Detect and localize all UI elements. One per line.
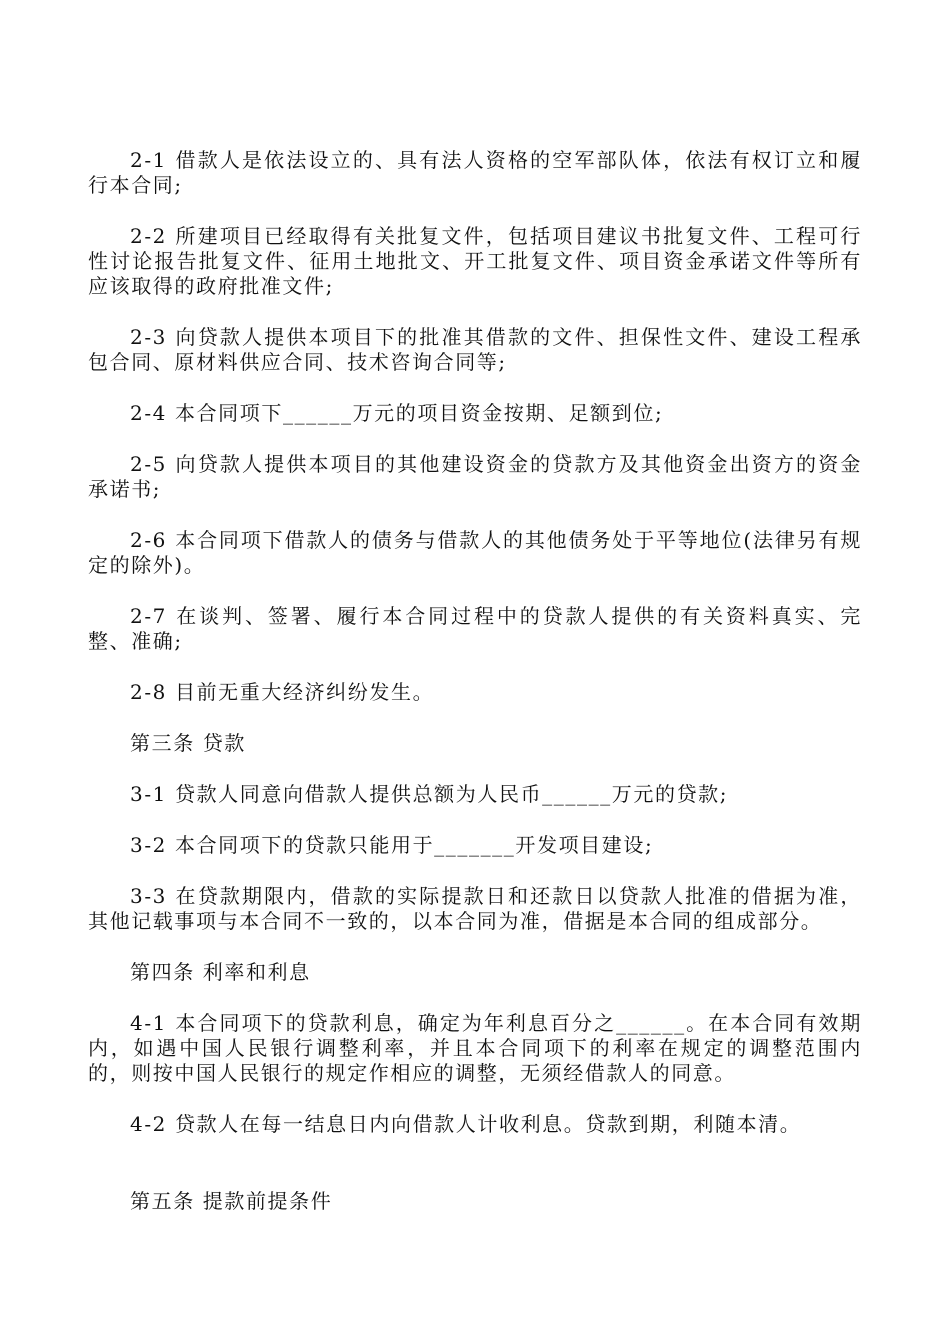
article-4-heading: 第四条 利率和利息 (130, 960, 311, 984)
clause-4-2: 4-2 贷款人在每一结息日内向借款人计收利息。贷款到期，利随本清。 (130, 1112, 802, 1136)
clause-2-7: 2-7 在谈判、签署、履行本合同过程中的贷款人提供的有关资料真实、完整、准确; (88, 604, 862, 653)
clause-2-2: 2-2 所建项目已经取得有关批复文件，包括项目建议书批复文件、工程可行性讨论报告批复文件、征用土地批文、开工批复文件、项目资金承诺文件等所有应该取得的政府批准文件; (88, 224, 862, 298)
article-3-heading: 第三条 贷款 (130, 731, 246, 755)
clause-2-8: 2-8 目前无重大经济纠纷发生。 (130, 680, 435, 704)
clause-3-3: 3-3 在贷款期限内，借款的实际提款日和还款日以贷款人批准的借据为准，其他记载事项与本合同不一致的，以本合同为准，借据是本合同的组成部分。 (88, 884, 862, 933)
clause-3-1: 3-1 贷款人同意向借款人提供总额为人民币______万元的贷款; (130, 782, 729, 806)
clause-2-6: 2-6 本合同项下借款人的债务与借款人的其他债务处于平等地位(法律另有规定的除外)。 (88, 528, 862, 577)
clause-2-5: 2-5 向贷款人提供本项目的其他建设资金的贷款方及其他资金出资方的资金承诺书; (88, 452, 862, 501)
clause-2-4: 2-4 本合同项下______万元的项目资金按期、足额到位; (130, 401, 664, 425)
clause-2-1: 2-1 借款人是依法设立的、具有法人资格的空军部队体，依法有权订立和履行本合同; (88, 148, 862, 197)
document-body (88, 148, 862, 1240)
clause-2-3: 2-3 向贷款人提供本项目下的批准其借款的文件、担保性文件、建设工程承包合同、原材料供应合同、技术咨询合同等; (88, 325, 862, 374)
clause-3-2: 3-2 本合同项下的贷款只能用于_______开发项目建设; (130, 833, 654, 857)
article-5-heading: 第五条 提款前提条件 (130, 1189, 333, 1213)
clause-4-1: 4-1 本合同项下的贷款利息，确定为年利息百分之______。在本合同有效期内，如遇中国人民银行调整利率，并且本合同项下的利率在规定的调整范围内的，则按中国人民银行的规定作相应的调整，无须经借款人的同意。 (88, 1011, 862, 1085)
